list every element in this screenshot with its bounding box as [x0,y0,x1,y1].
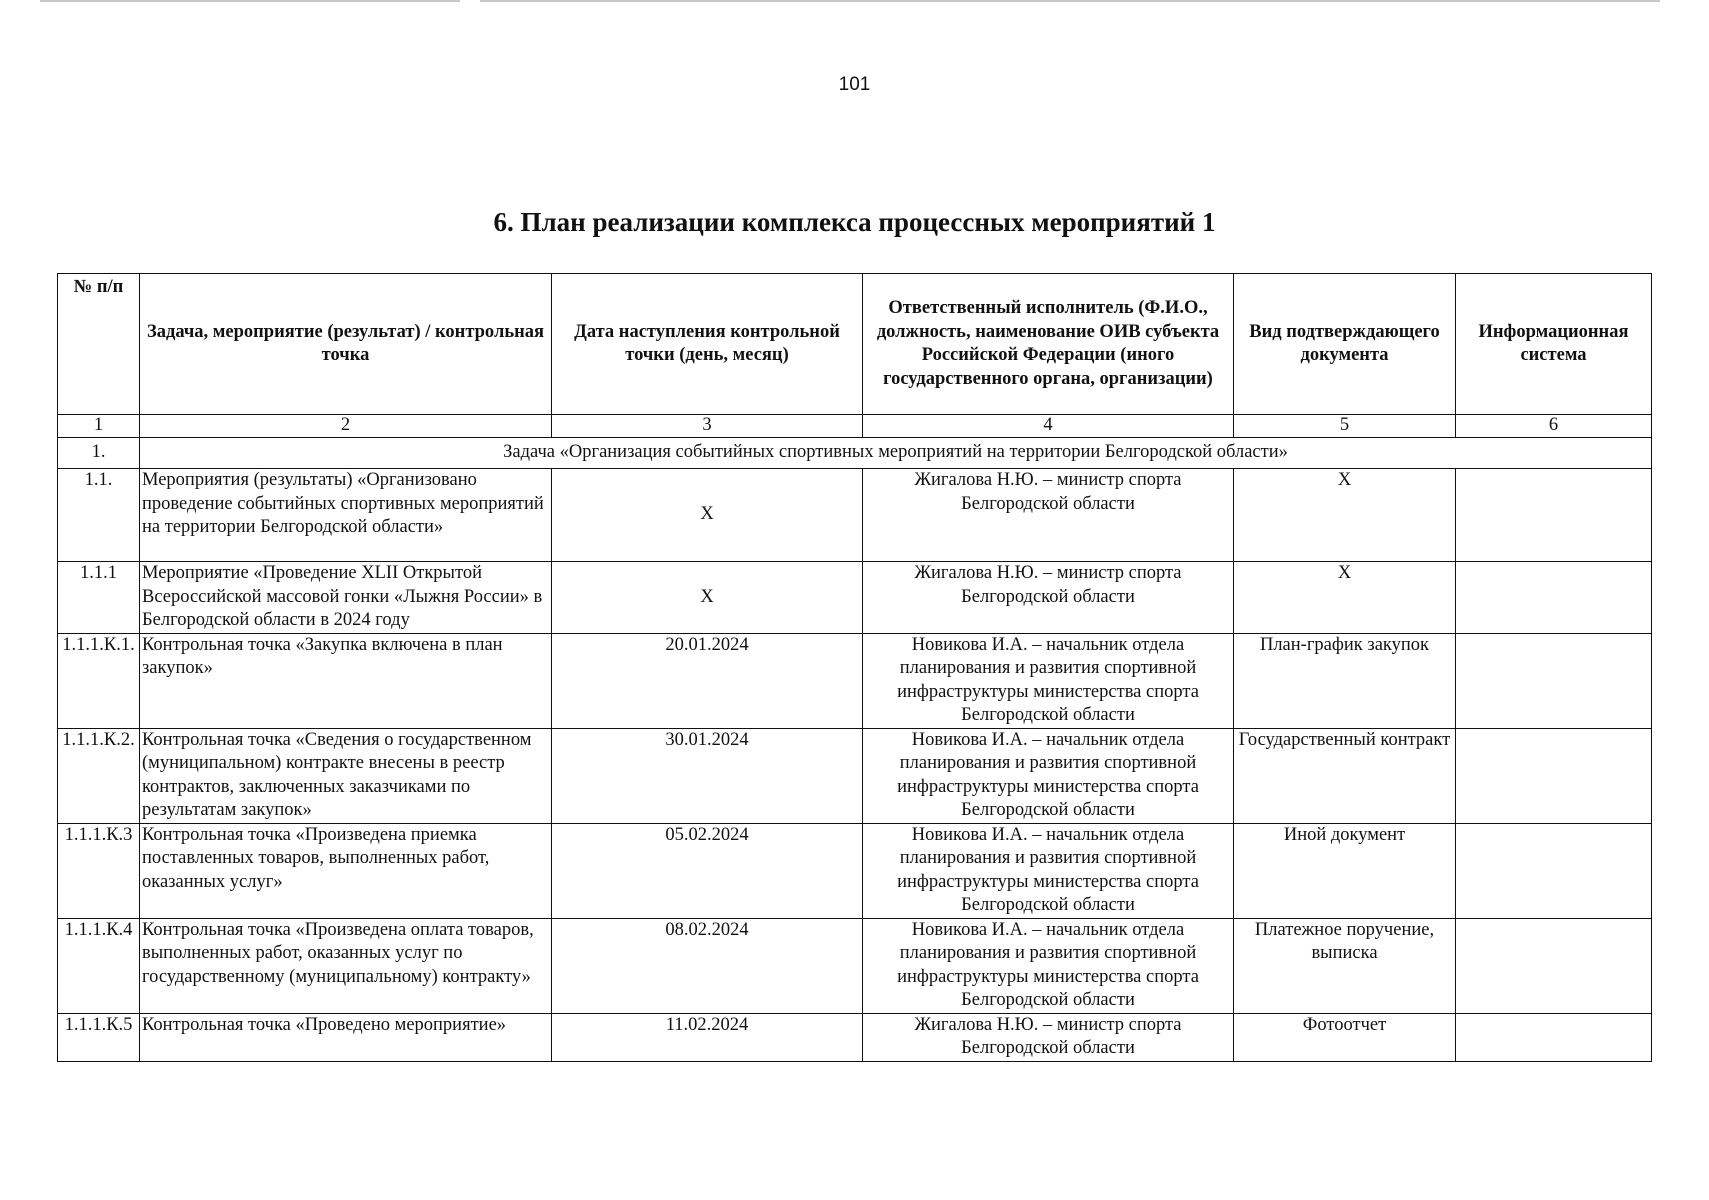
row-number: 1.1. [58,469,140,562]
row-number: 1.1.1.К.1. [58,633,140,728]
header-row [58,274,1652,415]
row-number: 1.1.1 [58,562,140,634]
row-responsible: Жигалова Н.Ю. – министр спорта Белгородской области [863,562,1234,634]
header-number: № п/п [58,274,140,415]
table-header [58,274,1652,415]
column-number: 3 [552,415,863,438]
row-date: 20.01.2024 [552,633,863,728]
row-document: Фотоотчет [1234,1013,1456,1061]
row-responsible: Новикова И.А. – начальник отдела планирования и развития спортивной инфраструктуры министерства спорта Белгородской области [863,823,1234,918]
table-row [58,562,1652,634]
row-number: 1.1.1.К.2. [58,728,140,823]
row-responsible: Жигалова Н.Ю. – министр спорта Белгородской области [863,469,1234,562]
column-number: 4 [863,415,1234,438]
row-date: X [552,469,863,562]
task-row [58,438,1652,469]
row-number: 1.1.1.К.5 [58,1013,140,1061]
row-name: Контрольная точка «Проведено мероприятие» [140,1013,552,1061]
row-system [1456,728,1652,823]
row-system [1456,469,1652,562]
row-document: План-график закупок [1234,633,1456,728]
table-row [58,823,1652,918]
row-number: 1.1.1.К.4 [58,918,140,1013]
task-text: Задача «Организация событийных спортивных мероприятий на территории Белгородской области» [140,438,1652,469]
column-number: 6 [1456,415,1652,438]
row-system [1456,1013,1652,1061]
implementation-plan-table [57,273,1652,1062]
column-number: 5 [1234,415,1456,438]
table-row [58,728,1652,823]
row-number: 1.1.1.К.3 [58,823,140,918]
scan-edge-left [40,0,460,2]
row-responsible: Новикова И.А. – начальник отдела планирования и развития спортивной инфраструктуры министерства спорта Белгородской области [863,633,1234,728]
row-name: Контрольная точка «Закупка включена в план закупок» [140,633,552,728]
row-system [1456,918,1652,1013]
row-document: X [1234,469,1456,562]
column-number-row [58,415,1652,438]
table-row [58,633,1652,728]
column-number: 1 [58,415,140,438]
row-system [1456,562,1652,634]
row-responsible: Новикова И.А. – начальник отдела планирования и развития спортивной инфраструктуры министерства спорта Белгородской области [863,918,1234,1013]
scan-edge-right [480,0,1660,2]
table-row [58,469,1652,562]
row-document: Платежное поручение, выписка [1234,918,1456,1013]
row-system [1456,823,1652,918]
header-document: Вид подтверждающего документа [1234,274,1456,415]
task-number: 1. [58,438,140,469]
page-title: 6. План реализации комплекса процессных мероприятий 1 [493,207,1216,237]
row-date: 08.02.2024 [552,918,863,1013]
row-name: Контрольная точка «Сведения о государственном (муниципальном) контракте внесены в реестр контрактов, заключенных заказчиками по результатам закупок» [140,728,552,823]
row-name: Контрольная точка «Произведена оплата товаров, выполненных работ, оказанных услуг по государственному (муниципальному) контракту» [140,918,552,1013]
column-number: 2 [140,415,552,438]
row-date: 05.02.2024 [552,823,863,918]
row-name: Мероприятие «Проведение XLII Открытой Всероссийской массовой гонки «Лыжня России» в Белгородской области в 2024 году [140,562,552,634]
row-date: 30.01.2024 [552,728,863,823]
row-document: Государственный контракт [1234,728,1456,823]
page-number: 101 [838,74,871,95]
table-row [58,918,1652,1013]
row-responsible: Новикова И.А. – начальник отдела планирования и развития спортивной инфраструктуры министерства спорта Белгородской области [863,728,1234,823]
header-system: Информационная система [1456,274,1652,415]
row-date: 11.02.2024 [552,1013,863,1061]
header-task: Задача, мероприятие (результат) / контрольная точка [140,274,552,415]
table-row [58,1013,1652,1061]
row-document: Иной документ [1234,823,1456,918]
row-date: X [552,562,863,634]
row-document: X [1234,562,1456,634]
row-name: Мероприятия (результаты) «Организовано проведение событийных спортивных мероприятий на территории Белгородской области» [140,469,552,562]
row-responsible: Жигалова Н.Ю. – министр спорта Белгородской области [863,1013,1234,1061]
row-name: Контрольная точка «Произведена приемка поставленных товаров, выполненных работ, оказанных услуг» [140,823,552,918]
header-responsible: Ответственный исполнитель (Ф.И.О., должность, наименование ОИВ субъекта Российской Федерации (иного государственного органа, организации) [863,274,1234,415]
row-system [1456,633,1652,728]
header-date: Дата наступления контрольной точки (день, месяц) [552,274,863,415]
